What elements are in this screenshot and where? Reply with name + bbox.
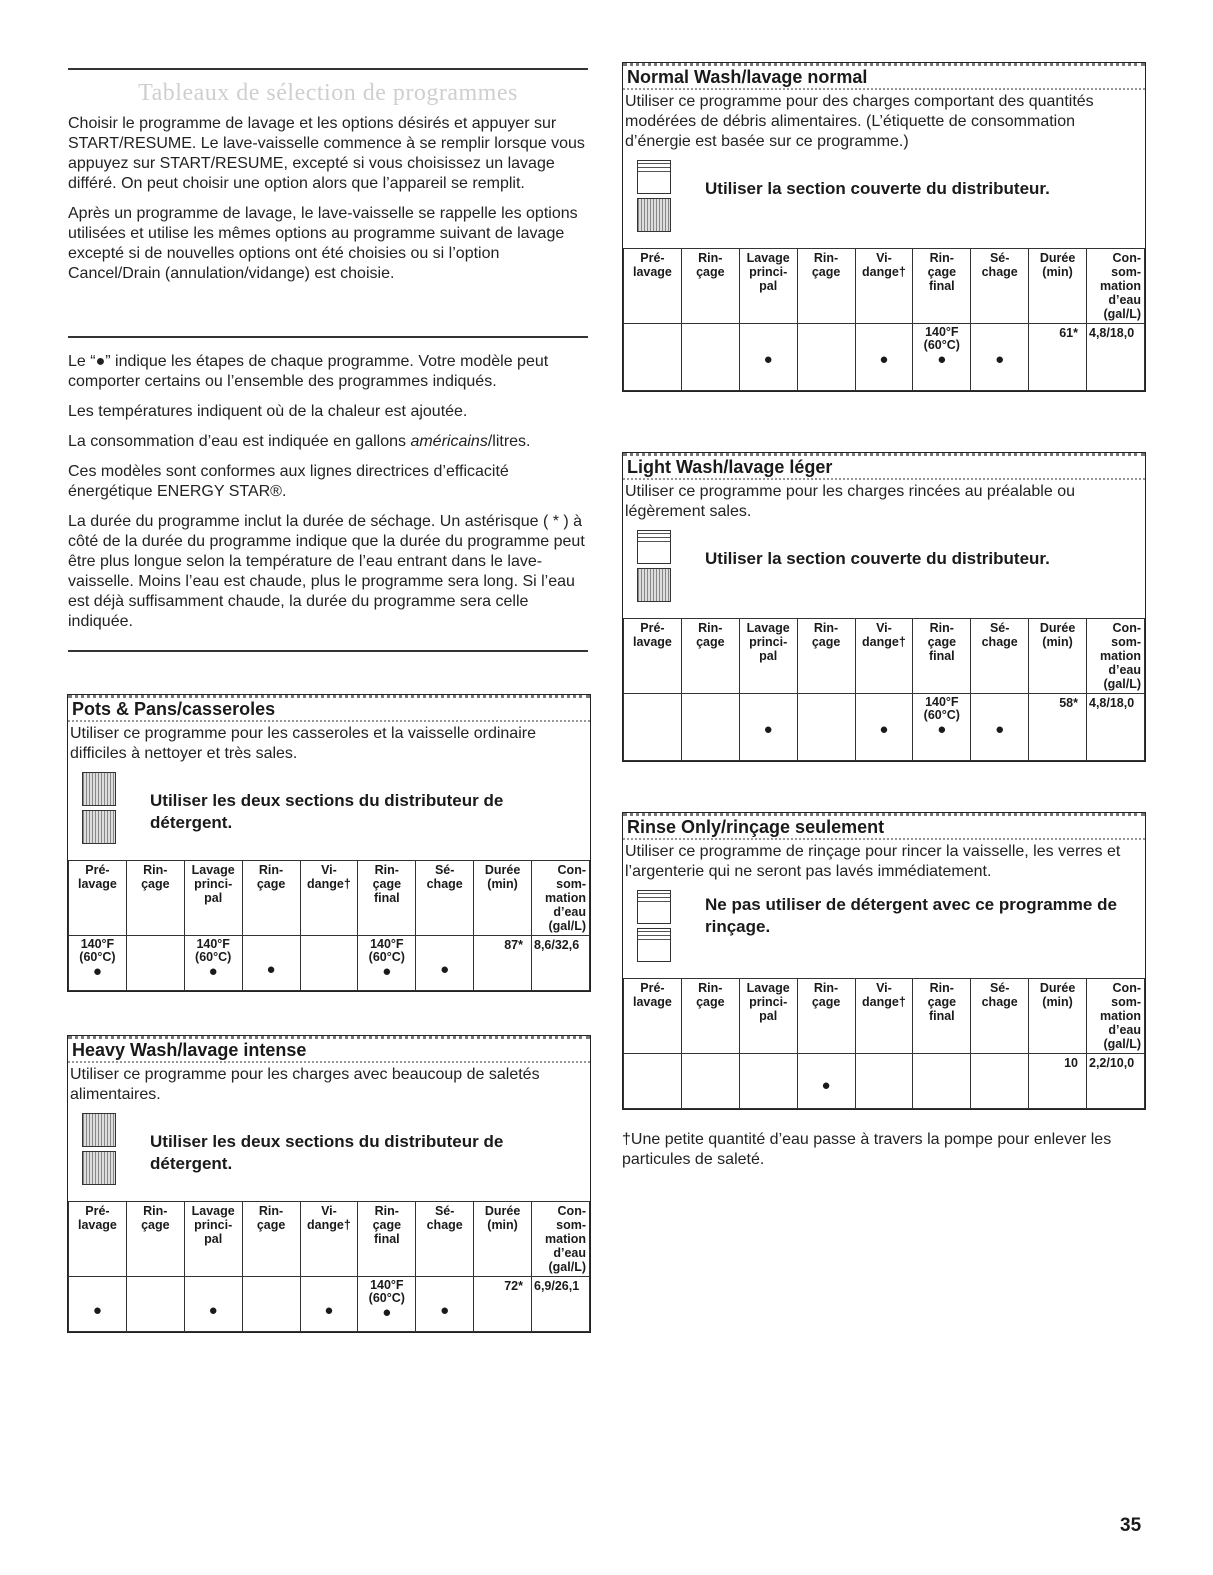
program-table bbox=[68, 860, 590, 991]
temp-label: 140°F (60°C) bbox=[923, 325, 960, 352]
cell bbox=[971, 1054, 1029, 1109]
header-main-wash: Lavage princi- pal bbox=[184, 861, 242, 936]
program-table bbox=[68, 1201, 590, 1332]
step-dot: ● bbox=[440, 961, 450, 978]
program-title: Pots & Pans/casseroles bbox=[68, 695, 590, 722]
header-prewash: Pré- lavage bbox=[624, 619, 682, 694]
dispenser-text: Ne pas utiliser de détergent avec ce programme de rinçage. bbox=[705, 895, 1117, 936]
cell bbox=[300, 1277, 358, 1332]
step-dot: ● bbox=[92, 963, 102, 980]
program-title: Light Wash/lavage léger bbox=[623, 453, 1145, 480]
header-final-rinse: Rin- çage final bbox=[913, 979, 971, 1054]
header-final-rinse: Rin- çage final bbox=[913, 249, 971, 324]
step-dot: ● bbox=[382, 1304, 392, 1321]
temp-label: 140°F (60°C) bbox=[368, 937, 405, 964]
step-dot: ● bbox=[324, 1302, 334, 1319]
header-rinse: Rin- çage bbox=[797, 979, 855, 1054]
cell bbox=[739, 324, 797, 391]
step-dot: ● bbox=[937, 351, 947, 368]
header-main-wash: Lavage princi- pal bbox=[739, 249, 797, 324]
program-normal-wash bbox=[622, 62, 1146, 392]
program-table bbox=[623, 618, 1145, 761]
open-dispenser-icon bbox=[82, 772, 116, 806]
intro-paragraph bbox=[68, 432, 588, 452]
header-final-rinse: Rin- çage final bbox=[358, 1202, 416, 1277]
header-consumption: Con- som- mation d’eau (gal/L) bbox=[1087, 619, 1145, 694]
open-dispenser-icon bbox=[82, 810, 116, 844]
cell bbox=[913, 1054, 971, 1109]
header-duration: Durée (min) bbox=[474, 1202, 532, 1277]
header-consumption: Con- som- mation d’eau (gal/L) bbox=[532, 861, 590, 936]
top-rule-left bbox=[68, 68, 588, 70]
cell bbox=[797, 694, 855, 761]
temp-label: 140°F (60°C) bbox=[368, 1278, 405, 1305]
dispenser-instruction bbox=[623, 152, 1145, 248]
cell bbox=[126, 936, 184, 991]
consumption-value: 4,8/18,0 bbox=[1087, 324, 1145, 391]
mid-rule-left bbox=[68, 336, 588, 338]
header-consumption: Con- som- mation d’eau (gal/L) bbox=[1087, 979, 1145, 1054]
step-dot: ● bbox=[440, 1302, 450, 1319]
duration-value: 72* bbox=[474, 1277, 532, 1332]
intro-block-1 bbox=[68, 114, 588, 294]
program-heavy-wash bbox=[67, 1035, 591, 1333]
cell bbox=[797, 324, 855, 391]
cell bbox=[855, 694, 913, 761]
program-title: Heavy Wash/lavage intense bbox=[68, 1036, 590, 1063]
header-duration: Durée (min) bbox=[474, 861, 532, 936]
program-description: Utiliser ce programme pour des charges comportant des quantités modérées de débris alimentaires. (L’étiquette de consommation d’énergie est basée sur ce programme.) bbox=[625, 93, 1094, 150]
header-drain: Vi- dange† bbox=[855, 249, 913, 324]
step-dot: ● bbox=[763, 351, 773, 368]
header-prewash: Pré- lavage bbox=[624, 979, 682, 1054]
bottom-rule-left bbox=[68, 650, 588, 652]
dispenser-instruction bbox=[623, 882, 1145, 978]
program-description: Utiliser ce programme pour les charges rincées au préalable ou légèrement sales. bbox=[625, 483, 1075, 520]
program-table bbox=[623, 978, 1145, 1109]
cell bbox=[739, 1054, 797, 1109]
header-drain: Vi- dange† bbox=[300, 1202, 358, 1277]
step-dot: ● bbox=[208, 963, 218, 980]
dispenser-instruction bbox=[68, 1105, 590, 1201]
intro-paragraph: Ces modèles sont conformes aux lignes directrices d’efficacité énergétique ENERGY STAR®. bbox=[68, 463, 509, 500]
header-final-rinse: Rin- çage final bbox=[358, 861, 416, 936]
program-table bbox=[623, 248, 1145, 391]
water-text: La consommation d’eau est indiquée en gallons bbox=[68, 433, 411, 450]
cell bbox=[797, 1054, 855, 1109]
consumption-value: 4,8/18,0 bbox=[1087, 694, 1145, 761]
step-dot: ● bbox=[266, 961, 276, 978]
dispenser-text: Utiliser les deux sections du distributeur de détergent. bbox=[150, 791, 504, 832]
step-dot: ● bbox=[937, 721, 947, 738]
cell bbox=[855, 1054, 913, 1109]
closed-dispenser-icon bbox=[637, 890, 671, 924]
program-description: Utiliser ce programme pour les charges avec beaucoup de saletés alimentaires. bbox=[70, 1066, 540, 1103]
dispenser-text: Utiliser les deux sections du distributeur de détergent. bbox=[150, 1132, 504, 1173]
step-dot: ● bbox=[879, 721, 889, 738]
step-dot: ● bbox=[995, 351, 1005, 368]
step-dot: ● bbox=[382, 963, 392, 980]
cell bbox=[624, 324, 682, 391]
header-main-wash: Lavage princi- pal bbox=[739, 979, 797, 1054]
dispenser-text: Utiliser la section couverte du distributeur. bbox=[705, 549, 1050, 568]
intro-block-2 bbox=[68, 352, 588, 642]
header-dry: Sé- chage bbox=[971, 619, 1029, 694]
cell bbox=[624, 694, 682, 761]
intro-paragraph: La durée du programme inclut la durée de séchage. Un astérisque ( * ) à côté de la durée du programme indique que la durée du programme peut être plus longue selon la température de l’eau entrant dans le lave-vaisselle. Moins l’eau est chaude, plus le programme sera long. Si l’eau est déjà suffisamment chaude, la durée du programme sera celle indiquée. bbox=[68, 513, 585, 630]
header-drain: Vi- dange† bbox=[300, 861, 358, 936]
header-drain: Vi- dange† bbox=[855, 619, 913, 694]
header-dry: Sé- chage bbox=[416, 861, 474, 936]
cell bbox=[416, 936, 474, 991]
page-number: 35 bbox=[1120, 1515, 1142, 1536]
intro-paragraph: Les températures indiquent où de la chaleur est ajoutée. bbox=[68, 403, 468, 420]
cell bbox=[300, 936, 358, 991]
step-dot: ● bbox=[995, 721, 1005, 738]
cell bbox=[69, 936, 127, 991]
header-main-wash: Lavage princi- pal bbox=[739, 619, 797, 694]
cell bbox=[184, 936, 242, 991]
header-drain: Vi- dange† bbox=[855, 979, 913, 1054]
temp-label: 140°F (60°C) bbox=[195, 937, 232, 964]
intro-paragraph: Après un programme de lavage, le lave-vaisselle se rappelle les options utilisées et utilise les mêmes options au programme suivant de lavage excepté si de nouvelles options ont été choisies ou si l’option Cancel/Drain (annulation/vidange) est choisie. bbox=[68, 205, 578, 282]
program-title: Normal Wash/lavage normal bbox=[623, 63, 1145, 90]
header-prewash: Pré- lavage bbox=[624, 249, 682, 324]
duration-value: 87* bbox=[474, 936, 532, 991]
cell bbox=[358, 936, 416, 991]
step-dot: ● bbox=[208, 1302, 218, 1319]
consumption-value: 6,9/26,1 bbox=[532, 1277, 590, 1332]
header-final-rinse: Rin- çage final bbox=[913, 619, 971, 694]
closed-dispenser-icon bbox=[637, 928, 671, 962]
program-pots-pans bbox=[67, 694, 591, 992]
header-rinse: Rin- çage bbox=[797, 619, 855, 694]
page-title: Tableaux de sélection de programmes bbox=[138, 80, 518, 106]
cell bbox=[971, 324, 1029, 391]
cell bbox=[971, 694, 1029, 761]
header-consumption: Con- som- mation d’eau (gal/L) bbox=[1087, 249, 1145, 324]
open-dispenser-icon bbox=[82, 1151, 116, 1185]
closed-dispenser-icon bbox=[637, 160, 671, 194]
intro-paragraph: Choisir le programme de lavage et les options désirés et appuyer sur START/RESUME. Le lave-vaisselle commence à se remplir lorsque vous appuyez sur START/RESUME, excepté si vous choisissez un lavage différé. On peut choisir une option alors que l’appareil se remplit. bbox=[68, 115, 585, 192]
cell bbox=[69, 1277, 127, 1332]
header-main-wash: Lavage princi- pal bbox=[184, 1202, 242, 1277]
header-prewash: Pré- lavage bbox=[69, 861, 127, 936]
cell bbox=[681, 1054, 739, 1109]
water-text: /litres. bbox=[487, 433, 531, 450]
dispenser-instruction bbox=[623, 522, 1145, 618]
header-rinse: Rin- çage bbox=[126, 1202, 184, 1277]
header-rinse: Rin- çage bbox=[797, 249, 855, 324]
header-rinse: Rin- çage bbox=[681, 979, 739, 1054]
closed-dispenser-icon bbox=[637, 530, 671, 564]
cell bbox=[184, 1277, 242, 1332]
cell bbox=[242, 1277, 300, 1332]
header-rinse: Rin- çage bbox=[242, 861, 300, 936]
program-rinse-only bbox=[622, 812, 1146, 1110]
cell bbox=[416, 1277, 474, 1332]
cell bbox=[358, 1277, 416, 1332]
header-rinse: Rin- çage bbox=[681, 249, 739, 324]
open-dispenser-icon bbox=[637, 198, 671, 232]
duration-value: 61* bbox=[1029, 324, 1087, 391]
header-prewash: Pré- lavage bbox=[69, 1202, 127, 1277]
header-dry: Sé- chage bbox=[416, 1202, 474, 1277]
consumption-value: 8,6/32,6 bbox=[532, 936, 590, 991]
header-dry: Sé- chage bbox=[971, 979, 1029, 1054]
cell bbox=[242, 936, 300, 991]
open-dispenser-icon bbox=[82, 1113, 116, 1147]
program-light-wash bbox=[622, 452, 1146, 762]
open-dispenser-icon bbox=[637, 568, 671, 602]
header-duration: Durée (min) bbox=[1029, 249, 1087, 324]
footnote: †Une petite quantité d’eau passe à travers la pompe pour enlever les particules de saleté. bbox=[622, 1131, 1112, 1168]
header-consumption: Con- som- mation d’eau (gal/L) bbox=[532, 1202, 590, 1277]
header-dry: Sé- chage bbox=[971, 249, 1029, 324]
consumption-value: 2,2/10,0 bbox=[1087, 1054, 1145, 1109]
cell bbox=[913, 694, 971, 761]
step-dot: ● bbox=[763, 721, 773, 738]
program-title: Rinse Only/rinçage seulement bbox=[623, 813, 1145, 840]
duration-value: 58* bbox=[1029, 694, 1087, 761]
header-rinse: Rin- çage bbox=[242, 1202, 300, 1277]
header-duration: Durée (min) bbox=[1029, 619, 1087, 694]
cell bbox=[126, 1277, 184, 1332]
cell bbox=[739, 694, 797, 761]
program-description: Utiliser ce programme de rinçage pour rincer la vaisselle, les verres et l’argenterie qui ne seront pas lavés immédiatement. bbox=[625, 843, 1121, 880]
cell bbox=[855, 324, 913, 391]
dispenser-instruction bbox=[68, 764, 590, 860]
program-description: Utiliser ce programme pour les casseroles et la vaisselle ordinaire difficiles à nettoyer et très sales. bbox=[70, 725, 536, 762]
temp-label: 140°F (60°C) bbox=[923, 695, 960, 722]
step-dot: ● bbox=[879, 351, 889, 368]
header-rinse: Rin- çage bbox=[681, 619, 739, 694]
header-duration: Durée (min) bbox=[1029, 979, 1087, 1054]
header-rinse: Rin- çage bbox=[126, 861, 184, 936]
cell bbox=[681, 694, 739, 761]
intro-paragraph: Le “●” indique les étapes de chaque programme. Votre modèle peut comporter certains ou l’ensemble des programmes indiqués. bbox=[68, 353, 549, 390]
water-text-italic: américains bbox=[410, 433, 488, 450]
dispenser-text: Utiliser la section couverte du distributeur. bbox=[705, 179, 1050, 198]
temp-label: 140°F (60°C) bbox=[79, 937, 116, 964]
step-dot: ● bbox=[92, 1302, 102, 1319]
step-dot: ● bbox=[821, 1077, 831, 1094]
cell bbox=[624, 1054, 682, 1109]
cell bbox=[681, 324, 739, 391]
duration-value: 10 bbox=[1029, 1054, 1087, 1109]
cell bbox=[913, 324, 971, 391]
